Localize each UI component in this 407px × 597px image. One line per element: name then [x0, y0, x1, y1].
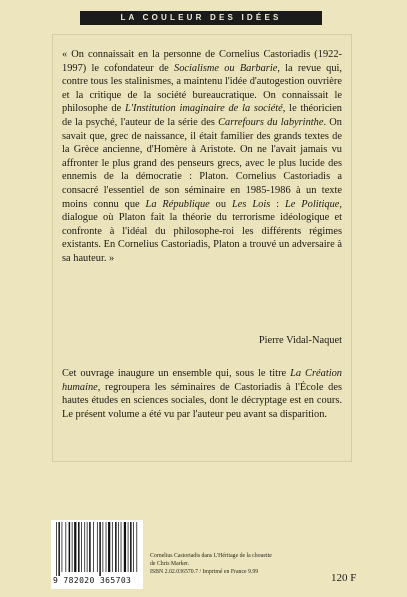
price: 120 F — [331, 572, 357, 584]
barcode-bar — [103, 522, 104, 572]
quote-text: , le théoricien de la psyché, l'auteur de la série des — [62, 103, 342, 128]
barcode-bar — [118, 522, 119, 572]
series-title-band — [80, 11, 322, 25]
quote-title-lois: Les Lois — [232, 198, 271, 210]
barcode-bar — [89, 522, 91, 572]
barcode-bar — [115, 522, 117, 572]
barcode-bar — [99, 522, 101, 576]
quote-signature: Pierre Vidal-Naquet — [258, 335, 342, 346]
barcode-bar — [112, 522, 113, 572]
quote-title-republique: La République — [145, 198, 210, 210]
barcode-bar — [93, 522, 94, 572]
cover-credits — [150, 552, 340, 576]
credits-line: Cornelius Castoriadis dans L'Héritage de la chouette — [150, 553, 272, 559]
barcode-digits: 9 782020 365703 — [53, 576, 132, 585]
quote-text: ou — [209, 198, 232, 210]
barcode-bar — [121, 522, 122, 572]
barcode-bar — [78, 522, 80, 572]
barcode-bar — [108, 522, 110, 572]
barcode-bar — [72, 522, 73, 572]
barcode-bar — [69, 522, 71, 572]
barcode-bar — [65, 522, 66, 572]
barcode-bar — [130, 522, 132, 572]
quote-title-socialisme: Socialisme ou Barbarie — [174, 62, 278, 74]
barcode-bar — [58, 522, 60, 576]
barcode-bar — [133, 522, 134, 572]
barcode-bar — [136, 522, 137, 572]
intro-title-creation: La Création humaine — [62, 368, 342, 393]
barcode — [51, 520, 143, 589]
barcode-bar — [74, 522, 76, 572]
barcode-bar — [87, 522, 88, 572]
series-title: LA COULEUR DES IDÉES — [120, 13, 282, 22]
quote-text: , dialogue où Platon fait la théorie du terrorisme idéologique et confronte à l'idéal du philosophe-roi les différents régimes existants. En Cornelius Castoriadis, Platon a trouvé un adversaire à sa hauteur. » — [62, 198, 342, 264]
credits-line: de Chris Marker. — [150, 561, 190, 567]
barcode-bar — [62, 522, 63, 572]
quote-title-politique: Le Politique — [284, 198, 340, 210]
quote-text: « On connaissait en la personne de Cornelius Castoriadis (1922-1997) le cofondateur de — [62, 49, 342, 74]
quote-paragraph — [62, 48, 342, 266]
intro-paragraph — [62, 367, 342, 421]
barcode-bar — [97, 522, 98, 572]
intro-text: , regroupera les séminaires de Castoriadis à l'École des hautes études en sciences sociales, dont le décryptage est en cours. Le présent volume a été vu par l'auteur peu avant sa disparition. — [62, 381, 342, 420]
isbn-line: ISBN 2.02.036570.7 / Imprimé en France 9.99 — [150, 569, 259, 575]
barcode-bar — [128, 522, 129, 572]
barcode-bar — [56, 522, 57, 576]
barcode-bars — [56, 522, 138, 576]
barcode-bar — [81, 522, 82, 572]
quote-text: . On savait que, grec de naissance, il était familier des grands textes de la Grèce ancienne, d'Homère à Aristote. On ne l'avait jamais vu affronter le plus grand des penseurs grecs, avec le plus lucide des ennemis de la démocratie : Platon. Cornelius Castoriadis a consacré l'essentiel de son séminaire en 1985-1986 à un texte moins connu que — [62, 116, 342, 210]
quote-title-institution: L'Institution imaginaire de la société — [124, 103, 283, 115]
quote-title-carrefours: Carrefours du labyrinthe — [218, 116, 324, 128]
barcode-bar — [124, 522, 126, 572]
quote-text: , la revue qui, contre tous les stalinismes, a maintenu l'idée d'autogestion ouvrière et la critique de la société bureaucratique. On connaissait le philosophe de — [62, 62, 343, 115]
barcode-bar — [84, 522, 85, 572]
barcode-bar — [106, 522, 107, 572]
intro-text: Cet ouvrage inaugure un ensemble qui, sous le titre — [62, 368, 291, 379]
quote-text: : — [270, 198, 285, 210]
